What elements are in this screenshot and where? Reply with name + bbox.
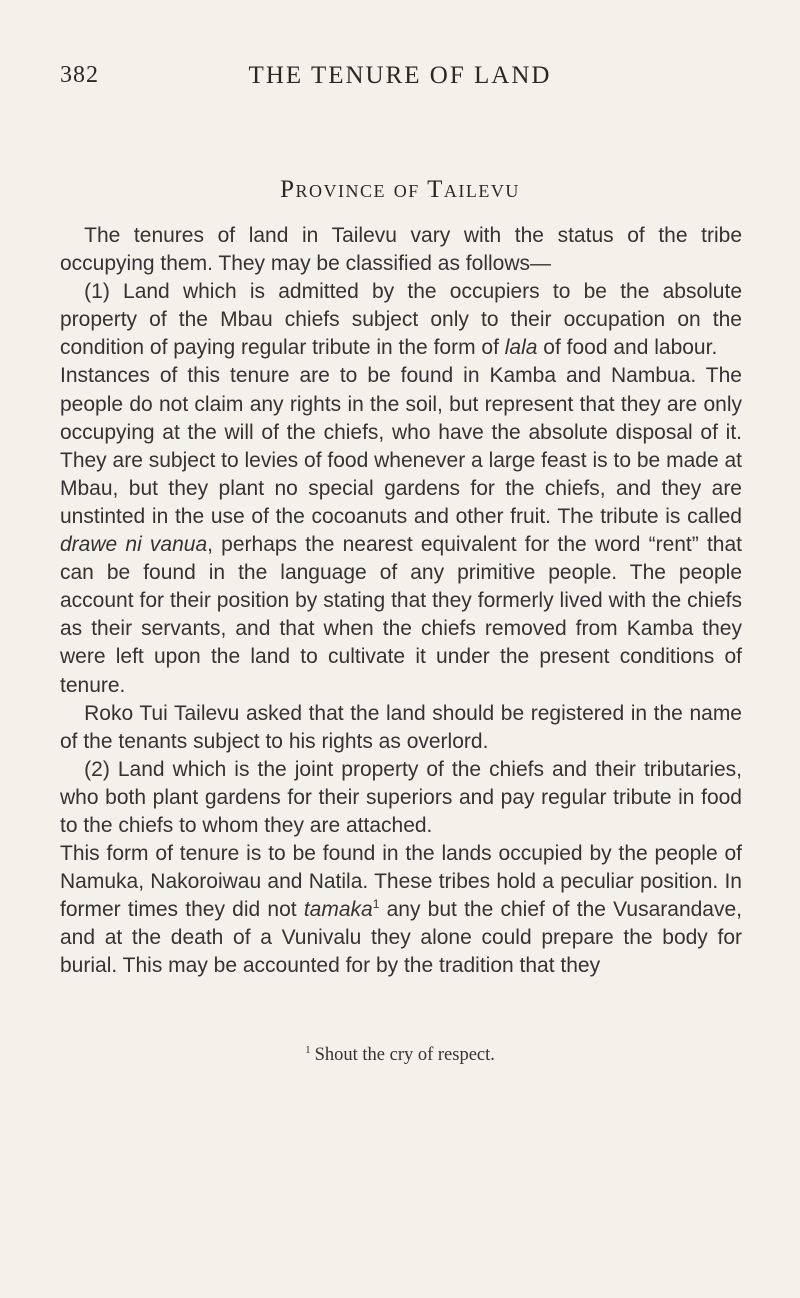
- paragraph: [60, 756, 742, 840]
- footnote-text: Shout the cry of respect.: [314, 1045, 495, 1065]
- footnote: [60, 1045, 740, 1066]
- running-head: THE TENURE OF LAND: [248, 62, 552, 89]
- page-header: [60, 62, 740, 96]
- paragraph-text: (2) Land which is the joint property of the chiefs and their tributaries, who both plant gardens for their superiors and pay regular tribute in food to the chiefs to whom they are attached.: [60, 757, 742, 837]
- paragraph: [60, 362, 742, 699]
- paragraph-text: (1) Land which is admitted by the occupiers to be the absolute property of the Mbau chiefs subject only to their occupation on the condition of paying regular tribute in the form of: [60, 280, 742, 360]
- section-heading: Province of Tailevu: [280, 176, 520, 203]
- footnote-mark: 1: [305, 1043, 311, 1056]
- paragraph: [60, 222, 742, 278]
- paragraph-text: any but the chief of the Vusarandave, and at the death of a Vunivalu they alone could prepare the body for burial. This may be accounted for by the tradition that they: [60, 898, 742, 978]
- paragraph-text: Roko Tui Tailevu asked that the land should be registered in the name of the tenants subject to his rights as overlord.: [60, 701, 742, 753]
- paragraph: [60, 700, 742, 756]
- paragraph: [60, 278, 742, 362]
- italic-term: lala: [504, 336, 538, 360]
- italic-term: drawe ni vanua: [60, 533, 208, 557]
- page-number: 382: [60, 62, 99, 88]
- paragraph: [60, 840, 742, 980]
- paragraph-text: , perhaps the nearest equivalent for the word “rent” that can be found in the language of any primitive people. The people account for their position by stating that they formerly lived with the chiefs as their servants, and that when the chiefs removed from Kamba they were left upon the land to cultivate it under the present conditions of tenure.: [60, 533, 742, 697]
- paragraph-text: This form of tenure is to be found in the lands occupied by the people of Namuka, Nakoroiwau and Natila. These tribes hold a peculiar position. In former times they did not: [60, 842, 742, 922]
- body-text: [60, 222, 742, 981]
- paragraph-text: of food and labour.: [537, 336, 718, 360]
- paragraph-text: The tenures of land in Tailevu vary with the status of the tribe occupying them. They may be classified as follows—: [60, 224, 742, 276]
- italic-term: tamaka: [303, 898, 373, 922]
- footnote-reference: 1: [372, 897, 380, 912]
- paragraph-text: Instances of this tenure are to be found in Kamba and Nambua. The people do not claim any rights in the soil, but represent that they are only occupying at the will of the chiefs, who have the absolute disposal of it. They are subject to levies of food whenever a large feast is to be made at Mbau, but they plant no special gardens for the chiefs, and they are unstinted in the use of the cocoanuts and other fruit. The tribute is called: [60, 364, 742, 528]
